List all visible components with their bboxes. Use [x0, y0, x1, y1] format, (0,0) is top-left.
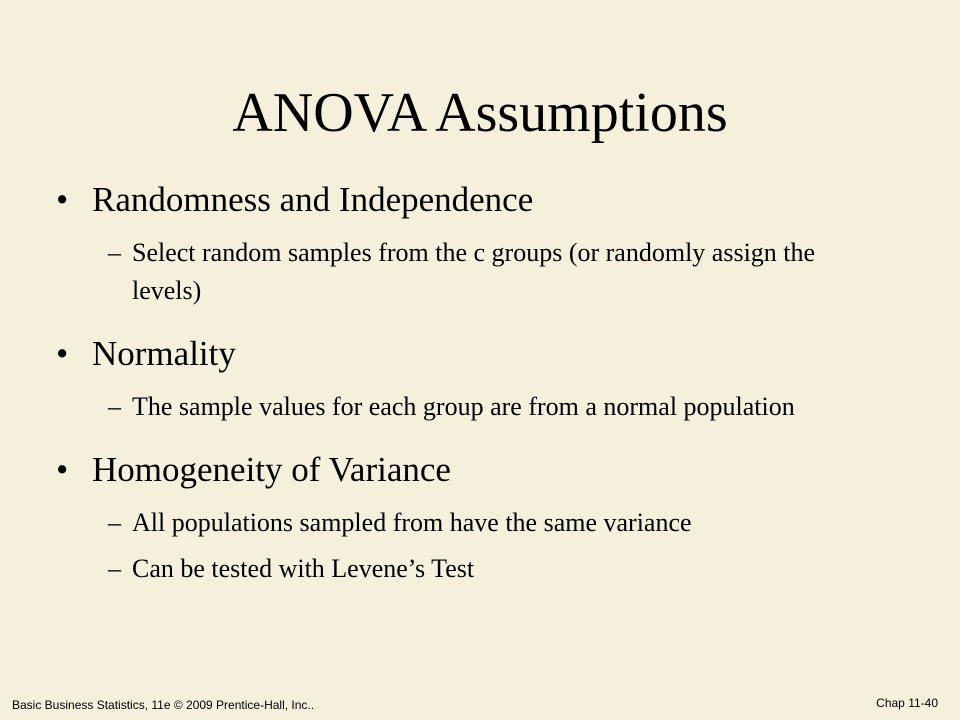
dash-icon: – [108, 392, 121, 421]
bullet-randomness [56, 178, 876, 222]
footer-page-number: Chap 11-40 [876, 696, 938, 710]
bullet-heading: Homogeneity of Variance [92, 450, 451, 489]
bullet-normality [56, 332, 876, 376]
sub-bullet [56, 234, 876, 310]
bullet-homogeneity [56, 448, 876, 492]
sub-bullet-text: The sample values for each group are from a normal population [132, 392, 795, 421]
sub-bullet-text: All populations sampled from have the same variance [132, 508, 692, 537]
dash-icon: – [108, 554, 121, 583]
footer-copyright: Basic Business Statistics, 11e © 2009 Prentice-Hall, Inc.. [12, 698, 315, 712]
sub-bullet [56, 504, 876, 542]
slide-content [56, 178, 876, 588]
sub-bullet-text: Select random samples from the c groups (or randomly assign the levels) [132, 238, 816, 305]
sub-bullet-text: Can be tested with Levene’s Test [132, 554, 475, 583]
bullet-dot-icon: • [56, 180, 69, 219]
sub-bullet [56, 550, 876, 588]
bullet-heading: Normality [92, 334, 236, 373]
sub-bullet [56, 388, 876, 426]
bullet-heading: Randomness and Independence [92, 180, 534, 219]
bullet-dot-icon: • [56, 450, 69, 489]
slide-title: ANOVA Assumptions [232, 82, 728, 144]
dash-icon: – [108, 508, 121, 537]
bullet-dot-icon: • [56, 334, 69, 373]
dash-icon: – [108, 238, 121, 267]
